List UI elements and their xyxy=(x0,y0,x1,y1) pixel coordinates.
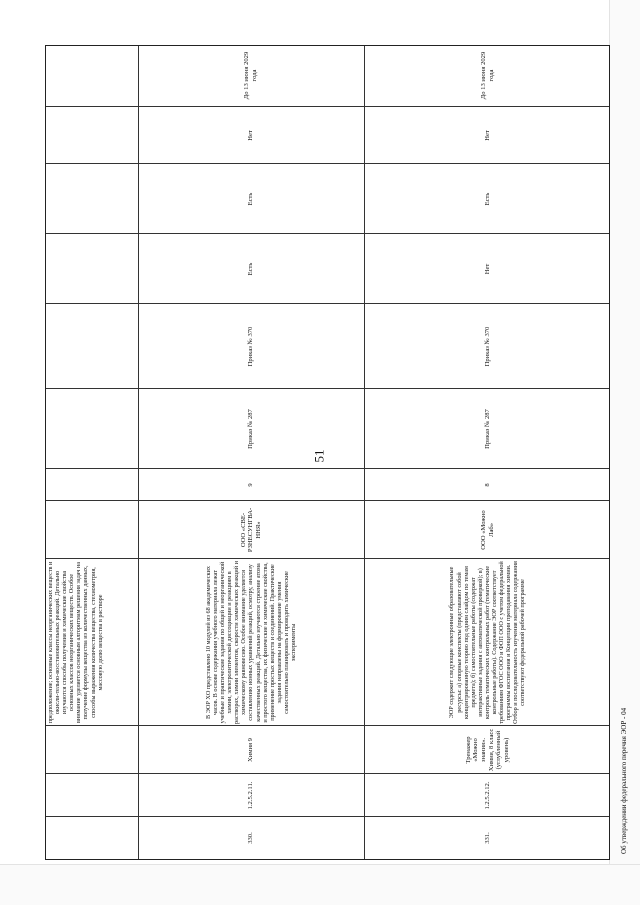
row-name: Тренажер «Можно знания». Химия, 8 класс (углубленный уровень) xyxy=(464,728,510,772)
row-organization: ООО «СВЕ-РЗНЕСУНГВА-ННЯ» xyxy=(239,507,262,553)
document-table xyxy=(45,45,610,860)
page-footer: Об утверждении федерального перечня ЭОР - 04 xyxy=(620,707,628,854)
row-flag-3: Нет xyxy=(247,130,255,141)
row-grade: 8 xyxy=(483,483,491,487)
row-description: предположение; основные классы неорганических веществ и окисли-тельно-восстановительных реакций. Детально изучаются способы получения и химические свойства основных классов неорганических веществ. Особое внимание уделяется основным алгоритмам решения задач на получение формулы вещества из количественных данных, способы выражения количества вещества, стехиометрия, массовую долю вещества в растворе xyxy=(47,561,104,724)
row-term: До 13 июня 2029 года xyxy=(479,51,495,100)
row-order-1: Приказ № 287 xyxy=(247,409,255,449)
row-name: Химия 9 xyxy=(247,738,255,762)
row-order-1: Приказ № 287 xyxy=(483,409,491,449)
rotated-page xyxy=(45,45,628,860)
row-flag-3: Нет xyxy=(483,130,491,141)
row-code: 1.2.5.2.11. xyxy=(247,781,255,810)
row-description: ЭОР содержит следующие электронные образовательные ресурсы: а) опорные конспекты (представляют собой концентрированную теорию под одним слайдом по темам предмета); б) самостоятельные работы (содержат интерактивные задания с автоматической проверкой); в) контроль тематических контрольных работ (тематические контрольные работы). Содержание ЭОР соответствует требованиям ФГОС ООО и ФОП ООО с учетом федеральной программы воспитания и Концепции преподавания химии. Отбор и последовательность изучения материала содержания соответствуют федеральной рабочей программе xyxy=(448,561,527,724)
row-flag-1: Нет xyxy=(483,263,491,275)
row-number: 331. xyxy=(483,832,491,844)
row-grade: 9 xyxy=(247,483,255,487)
row-order-2: Приказ № 370 xyxy=(247,326,255,367)
scan-margin-bottom xyxy=(0,864,640,905)
row-flag-2: Есть xyxy=(483,192,491,206)
row-code: 1.2.5.2.12. xyxy=(483,781,491,810)
page-number: 51 xyxy=(311,449,327,463)
row-order-2: Приказ № 370 xyxy=(483,326,491,367)
row-term: До 13 июня 2029 года xyxy=(243,51,258,100)
row-number: 330. xyxy=(247,832,255,844)
row-organization: ООО «Можно Лаб» xyxy=(479,510,495,550)
row-flag-1: Есть xyxy=(247,262,255,276)
scan-margin-top xyxy=(0,0,640,46)
row-flag-2: Есть xyxy=(247,192,255,206)
row-description: В ЭОР XO представлено 10 модулей из 68 академических часов. В основе содержания учебного материала лежат учебные и практические задания по общей и неорганической химии, электролитической диссоциации и реакциям в растворах, химии элементов, скорости химических реакций и химическому равновесию. Особое внимание уделяется составлению ионных уравнений реакций, осмотру, анализу качественных реакций. Детально изучаются строение атома и простого вещества, их физические и химические свойства, применение простых веществ и соединений. Практические задания направлены на формирование умения самостоятельно планировать и проводить химические эксперименты xyxy=(204,561,298,724)
